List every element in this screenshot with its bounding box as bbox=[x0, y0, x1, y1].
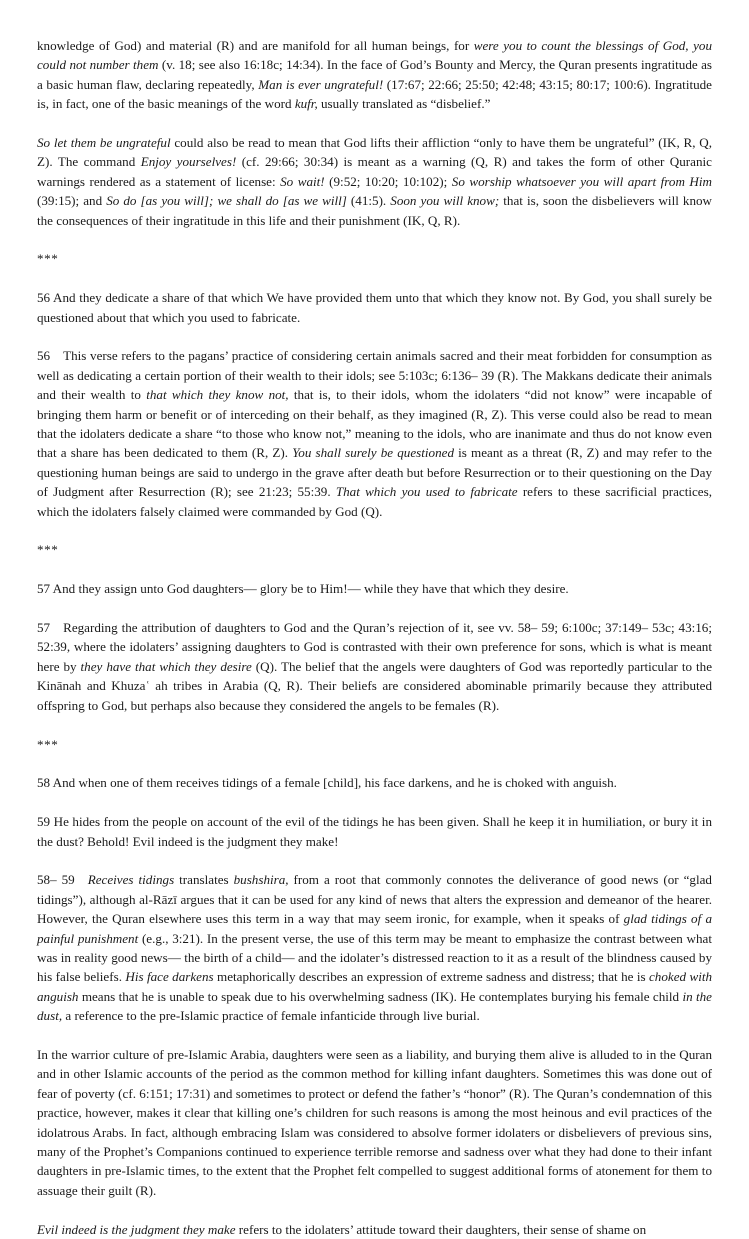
emphasis-text: So do [as you will]; we shall do [as we will] bbox=[106, 193, 347, 209]
emphasis-text: So worship whatsoever you will apart from Him bbox=[451, 173, 712, 189]
verse-paragraph bbox=[37, 288, 712, 327]
body-run: that is, soon the disbelievers will know the consequences of their ingratitude in this life and their punishment (IK, Q, R). bbox=[37, 193, 712, 228]
body-run: (17:67; 22:66; 25:50; 42:48; 43:15; 80:17; 100:6). Ingratitude is, in fact, one of the basic meanings of the word bbox=[37, 76, 712, 112]
verse-paragraph bbox=[37, 812, 712, 851]
body-run: (41:5). bbox=[346, 193, 391, 209]
body-run: (39:15); and bbox=[37, 193, 107, 209]
emphasis-text: they have that which they desire bbox=[80, 658, 252, 674]
body-run: usually translated as “disbelief.” bbox=[317, 96, 491, 112]
emphasis-text: Enjoy yourselves! bbox=[140, 154, 237, 170]
body-run: 56 And they dedicate a share of that which We have provided them unto that which they know not. By God, you shall surely be questioned about that which you used to fabricate. bbox=[37, 290, 712, 325]
emphasis-text: choked with anguish bbox=[37, 969, 713, 1004]
emphasis-text: glad tidings of a painful punishment bbox=[37, 911, 712, 946]
emphasis-text: bushshira, bbox=[233, 872, 289, 888]
body-run: This verse refers to the pagans’ practice of considering certain animals sacred and their meat forbidden for consumption as well as dedicating a certain portion of their wealth to their idols; see 5:103c; 6:136– 39 (R). The Makkans dedicate their animals and their wealth to bbox=[37, 348, 712, 403]
body-run: refers to these sacrificial practices, which the idolaters falsely claimed were commanded by God (Q). bbox=[37, 484, 712, 519]
commentary-paragraph bbox=[37, 346, 712, 521]
verse-paragraph bbox=[37, 773, 712, 792]
commentary-paragraph bbox=[37, 618, 712, 715]
emphasis-text: in the dust, bbox=[37, 988, 712, 1024]
verse-paragraph bbox=[37, 579, 712, 598]
verse-number: 57 bbox=[37, 620, 51, 636]
verse-number: 58– 59 bbox=[37, 872, 75, 888]
body-run: knowledge of God) and material (R) and are manifold for all human beings, for bbox=[37, 38, 474, 53]
body-run: from a root that commonly connotes the deliverance of good news (or “glad tidings”), although al-Rāzī argues that it can be used for any kind of news that alters the expression and demeanor of the hearer. However, the Quran elsewhere uses this term in a way that may seem ironic, for example, when it speaks of bbox=[37, 872, 712, 927]
body-run: 58 And when one of them receives tidings of a female [child], his face darkens, and he is choked with anguish. bbox=[37, 775, 617, 791]
emphasis-text: His face darkens bbox=[125, 969, 214, 985]
emphasis-text: So wait! bbox=[280, 173, 325, 189]
body-run: translates bbox=[174, 872, 234, 888]
commentary-paragraph bbox=[37, 133, 712, 230]
emphasis-text: That which you used to fabricate bbox=[335, 484, 518, 500]
emphasis-text: You shall surely be questioned bbox=[292, 445, 454, 461]
page-text-column bbox=[37, 36, 712, 1239]
emphasis-text: kufr, bbox=[294, 96, 318, 112]
emphasis-text: Soon you will know; bbox=[390, 193, 500, 209]
commentary-paragraph bbox=[37, 1045, 712, 1200]
emphasis-text: Man is ever ungrateful! bbox=[258, 76, 384, 92]
commentary-paragraph bbox=[37, 870, 712, 1025]
body-run: that is, to their idols, whom the idolaters “did not know” were incapable of bringing them harm or benefit or of interceding on their behalf, as they imagined (R, Z). This verse could also be read to mean that the idolaters dedicate a share “to those who know not,” meaning to the idols, who are inanimate and thus do not know even that a share has been dedicated to them (R, Z). bbox=[37, 387, 712, 461]
body-run: (Q). The belief that the angels were daughters of God was reportedly particular to the Kinānah and Khuzaʿ ah tribes in Arabia (Q, R). Their beliefs are considered abominable primarily because they attributed offspring to God, but perhaps also because they considered the angels to be females (R). bbox=[37, 658, 713, 713]
verse-number: 56 bbox=[37, 348, 51, 364]
body-run: metaphorically describes an expression of extreme sadness and distress; that he is bbox=[213, 969, 649, 985]
body-run: (9:52; 10:20; 10:102); bbox=[324, 173, 452, 189]
body-run: means that he is unable to speak due to his overwhelming sadness (IK). He contemplates burying his female child bbox=[78, 988, 683, 1004]
section-separator: *** bbox=[37, 251, 59, 267]
body-run: Regarding the attribution of daughters to God and the Quran’s rejection of it, see vv. 58– 59; 6:100c; 37:149– 53c; 43:16; 52:39, where the idolaters’ assigning daughters to God is contrasted with their own preference for sons, which is what is meant here by bbox=[37, 620, 712, 674]
body-run: refers to the idolaters’ attitude toward their daughters, their sense of shame on bbox=[235, 1221, 647, 1237]
body-run: 57 And they assign unto God daughters— glory be to Him!— while they have that which they desire. bbox=[37, 581, 569, 597]
emphasis-text: So let them be ungrateful bbox=[37, 135, 171, 151]
emphasis-text: Receives tidings bbox=[87, 872, 175, 888]
emphasis-text: Evil indeed is the judgment they make bbox=[37, 1221, 236, 1237]
section-separator: *** bbox=[37, 736, 59, 752]
commentary-paragraph bbox=[37, 36, 712, 114]
body-run: could also be read to mean that God lifts their affliction “only to have them be ungrateful” (IK, R, Q, Z). The command bbox=[37, 135, 712, 170]
body-run: (cf. 29:66; 30:34) is meant as a warning (Q, R) and takes the form of other Quranic warnings rendered as a statement of license: bbox=[37, 154, 712, 189]
body-run: In the warrior culture of pre-Islamic Arabia, daughters were seen as a liability, and burying them alive is alluded to in the Quran and in other Islamic accounts of the period as the common method for killing infant daughters. Sometimes this was done out of fear of poverty (cf. 6:151; 17:31) and sometimes to protect or defend the father’s “honor” (R). The Quran’s condemnation of this practice, however, makes it clear that killing one’s children for such reasons is among the most heinous and evil practices of the idolatrous Arabs. In fact, although embracing Islam was considered to absolve former idolaters or disbelievers of previous sins, many of the Prophet’s Companions continued to experience terrible remorse and sadness over what they had done to their infant daughters in pre-Islamic times, to the extent that the Prophet felt compelled to suggest additional forms of atonement for them to assuage their guilt (R). bbox=[37, 1046, 712, 1198]
body-run: a reference to the pre-Islamic practice of female infanticide through live burial. bbox=[62, 1008, 480, 1024]
body-run: (v. 18; see also 16:18c; 14:34). In the face of God’s Bounty and Mercy, the Quran presents ingratitude as a basic human flaw, declaring repeatedly, bbox=[37, 57, 712, 92]
body-run: (e.g., 3:21). In the present verse, the use of this term may be meant to emphasize the contrast between what was in reality good news— the birth of a child— and the idolater’s distressed reaction to it as a result of the blindness caused by his false beliefs. bbox=[37, 930, 713, 985]
section-separator: *** bbox=[37, 542, 59, 558]
body-run: is meant as a threat (R, Z) and may refer to the questioning human beings are said to undergo in the grave after death but before Resurrection or to their questioning on the Day of Judgment after Resurrection (R); see 21:23; 55:39. bbox=[37, 445, 712, 500]
commentary-paragraph bbox=[37, 1220, 712, 1239]
body-run: 59 He hides from the people on account of the evil of the tidings he has been given. Shall he keep it in humiliation, or bury it in the dust? Behold! Evil indeed is the judgment they make! bbox=[37, 814, 712, 849]
emphasis-text: were you to count the blessings of God, you could not number them bbox=[37, 38, 712, 73]
emphasis-text: that which they know not, bbox=[146, 387, 289, 403]
